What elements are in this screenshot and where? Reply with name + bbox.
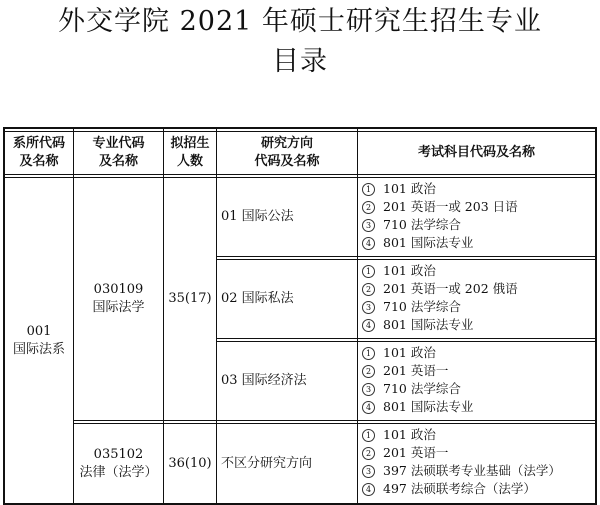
subject-list [362,426,561,498]
header-dept: 系所代码 及名称 [12,136,65,169]
circled-number-icon: 2 [362,201,375,214]
circled-number-icon: 3 [362,301,375,314]
subject-item: 1 101 政治 [362,180,518,198]
circled-number-icon: 3 [362,219,375,232]
subject-item: 3 710 法学综合 [362,298,518,316]
circled-number-icon: 4 [362,483,375,496]
subject-item: 3 710 法学综合 [362,380,473,398]
circled-number-icon: 1 [362,347,375,360]
subject-item: 4 801 国际法专业 [362,316,518,334]
circled-number-icon: 2 [362,283,375,296]
circled-number-icon: 1 [362,183,375,196]
direction-name: 03 国际经济法 [221,373,307,388]
circled-number-icon: 4 [362,237,375,250]
department-code: 001 [26,323,52,339]
circled-number-icon: 3 [362,465,375,478]
circled-number-icon: 3 [362,383,375,396]
major-code: 035102 [93,446,144,462]
page-title-line2: 目录 [272,46,328,77]
subject-item: 3 710 法学综合 [362,216,518,234]
major-code: 030109 [93,282,144,297]
header-direction: 研究方向 代码及名称 [254,136,320,169]
circled-number-icon: 2 [362,365,375,378]
circled-number-icon: 1 [362,429,375,442]
subject-item: 2 201 英语一 [362,362,473,380]
subject-item: 2 201 英语一 [362,444,561,462]
header-subjects: 考试科目代码及名称 [417,145,535,160]
circled-number-icon: 4 [362,401,375,414]
subject-list [362,344,473,416]
subject-list [362,180,518,252]
major-quota: 35(17) [168,291,212,306]
department-name: 国际法系 [12,341,65,357]
subject-item: 4 801 国际法专业 [362,234,518,252]
major-name: 法律（法学） [79,464,158,480]
subject-item: 3 397 法硕联考专业基础（法学） [362,462,561,480]
subject-item: 2 201 英语一或 203 日语 [362,198,518,216]
header-major: 专业代码 及名称 [92,136,145,169]
department-cell [5,178,73,503]
subject-item: 1 101 政治 [362,426,561,444]
circled-number-icon: 1 [362,265,375,278]
circled-number-icon: 2 [362,447,375,460]
subject-item: 1 101 政治 [362,262,518,280]
subject-item: 2 201 英语一或 202 俄语 [362,280,518,298]
major-cell [74,178,163,420]
major-quota: 36(10) [168,455,212,471]
subject-item: 1 101 政治 [362,344,473,362]
direction-name: 不区分研究方向 [221,455,313,471]
subject-item: 4 801 国际法专业 [362,398,473,416]
header-quota: 拟招生 人数 [170,136,210,169]
subject-item: 4 497 法硕联考综合（法学） [362,480,561,498]
subject-list [362,262,518,334]
direction-name: 01 国际公法 [221,209,294,224]
major-name: 国际法学 [92,300,145,315]
direction-name: 02 国际私法 [221,291,294,306]
major-cell [74,424,163,503]
circled-number-icon: 4 [362,319,375,332]
page-title: 外交学院 2021 年硕士研究生招生专业 [58,6,542,37]
